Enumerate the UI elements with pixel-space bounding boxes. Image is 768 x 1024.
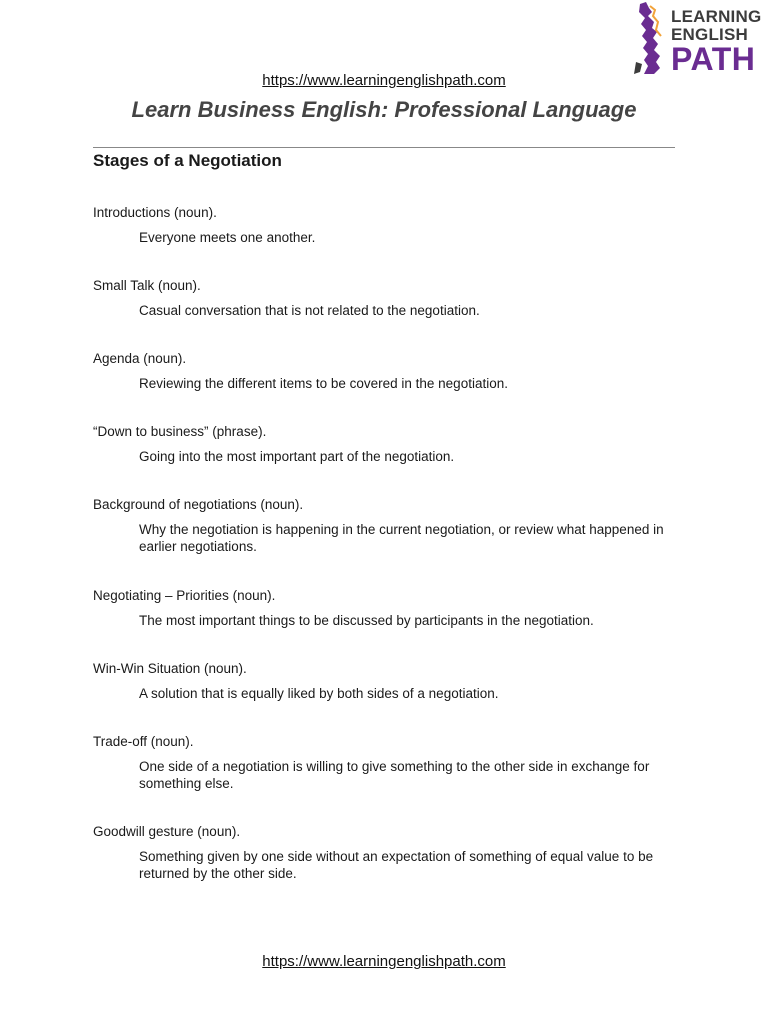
entry-term: Negotiating – Priorities (noun). — [93, 588, 276, 603]
entry-definition: Reviewing the different items to be covered in the negotiation. — [139, 376, 508, 391]
entry-definition: Something given by one side without an expectation of something of equal value to be returned by the other side. — [139, 849, 654, 881]
entry-definition: One side of a negotiation is willing to give something to the other side in exchange for something else. — [139, 759, 650, 791]
entry-definition: The most important things to be discussed by participants in the negotiation. — [139, 613, 594, 628]
entry-term: “Down to business” (phrase). — [93, 424, 267, 439]
entry-definition: Going into the most important part of the negotiation. — [139, 449, 455, 464]
learning-english-path-logo — [630, 2, 766, 76]
entry-definition: Why the negotiation is happening in the current negotiation, or review what happened in earlier negotiations. — [139, 522, 664, 554]
entry-term: Background of negotiations (noun). — [93, 497, 304, 512]
section-heading: Stages of a Negotiation — [93, 151, 282, 170]
logo-wordmark — [671, 8, 761, 75]
entry-definition: A solution that is equally liked by both sides of a negotiation. — [139, 686, 499, 701]
entry-term: Small Talk (noun). — [93, 278, 201, 293]
head-silhouette-icon — [630, 2, 674, 76]
logo-line-path: PATH — [671, 41, 756, 77]
logo-line-learning: LEARNING — [671, 7, 762, 26]
entry-term: Win-Win Situation (noun). — [93, 661, 247, 676]
entry-term: Introductions (noun). — [93, 205, 217, 220]
entry-definition: Casual conversation that is not related to the negotiation. — [139, 303, 480, 318]
header-url-link[interactable]: https://www.learningenglishpath.com — [262, 72, 506, 89]
entry-term: Agenda (noun). — [93, 351, 187, 366]
logo-line-english: ENGLISH — [671, 25, 748, 44]
footer-url-link[interactable]: https://www.learningenglishpath.com — [262, 953, 506, 970]
entry-definition: Everyone meets one another. — [139, 230, 316, 245]
title-divider — [93, 147, 675, 148]
entry-term: Goodwill gesture (noun). — [93, 824, 241, 839]
document-title: Learn Business English: Professional Language — [131, 97, 637, 122]
entry-term: Trade-off (noun). — [93, 734, 194, 749]
